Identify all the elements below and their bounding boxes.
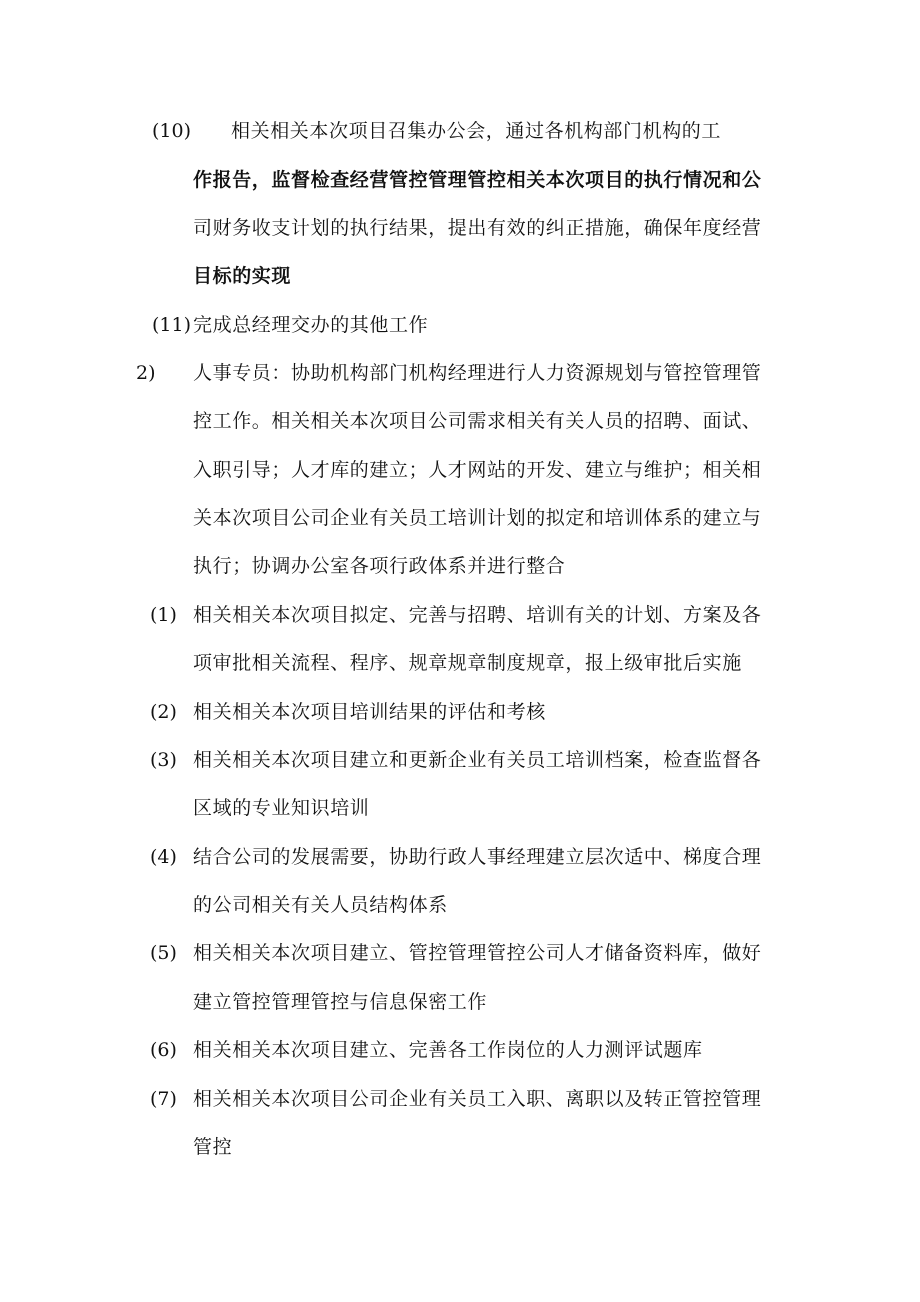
item-text-line: 管控 — [193, 1136, 233, 1158]
item-text-line: 执行；协调办公室各项行政体系并进行整合 — [193, 555, 566, 577]
item-text-line: 控工作。相关相关本次项目公司需求相关有关人员的招聘、面试、 — [193, 410, 762, 432]
item-text-line: 项审批相关流程、程序、规章规章制度规章，报上级审批后实施 — [193, 652, 742, 674]
item-text-line: 的公司相关有关人员结构体系 — [193, 894, 448, 916]
item-number: (11) — [152, 314, 192, 336]
item-number: 2) — [136, 362, 156, 384]
item-number: (3) — [150, 749, 177, 771]
item-text-line: 相关相关本次项目建立、管控管理管控公司人才储备资料库，做好 — [193, 942, 762, 964]
item-text-line: 相关相关本次项目召集办公会，通过各机构部门机构的工 — [231, 120, 722, 142]
item-text-line: 完成总经理交办的其他工作 — [193, 314, 429, 336]
item-text-line: 结合公司的发展需要，协助行政人事经理建立层次适中、梯度合理 — [193, 846, 762, 868]
item-number: (5) — [150, 942, 177, 964]
item-text-line: 相关相关本次项目建立、完善各工作岗位的人力测评试题库 — [193, 1039, 703, 1061]
item-text-line: 入职引导；人才库的建立；人才网站的开发、建立与维护；相关相 — [193, 459, 762, 481]
item-text-line: 司财务收支计划的执行结果，提出有效的纠正措施，确保年度经营 — [193, 217, 762, 239]
item-text-line: 作报告，监督检查经营管控管理管控相关本次项目的执行情况和公 — [193, 169, 762, 191]
item-text-line: 区域的专业知识培训 — [193, 797, 370, 819]
item-number: (2) — [150, 701, 177, 723]
item-text-line: 人事专员：协助机构部门机构经理进行人力资源规划与管控管理管 — [193, 362, 762, 384]
item-number: (4) — [150, 846, 177, 868]
item-text-line: 关本次项目公司企业有关员工培训计划的拟定和培训体系的建立与 — [193, 507, 762, 529]
item-number: (10) — [152, 120, 192, 142]
item-number: (1) — [150, 604, 177, 626]
item-text-line: 目标的实现 — [193, 265, 292, 287]
item-text-line: 相关相关本次项目拟定、完善与招聘、培训有关的计划、方案及各 — [193, 604, 762, 626]
item-text-line: 相关相关本次项目公司企业有关员工入职、离职以及转正管控管理 — [193, 1088, 762, 1110]
item-text-line: 相关相关本次项目培训结果的评估和考核 — [193, 701, 546, 723]
item-number: (7) — [150, 1088, 177, 1110]
item-number: (6) — [150, 1039, 177, 1061]
item-text-line: 相关相关本次项目建立和更新企业有关员工培训档案，检查监督各 — [193, 749, 762, 771]
item-text-line: 建立管控管理管控与信息保密工作 — [193, 991, 488, 1013]
